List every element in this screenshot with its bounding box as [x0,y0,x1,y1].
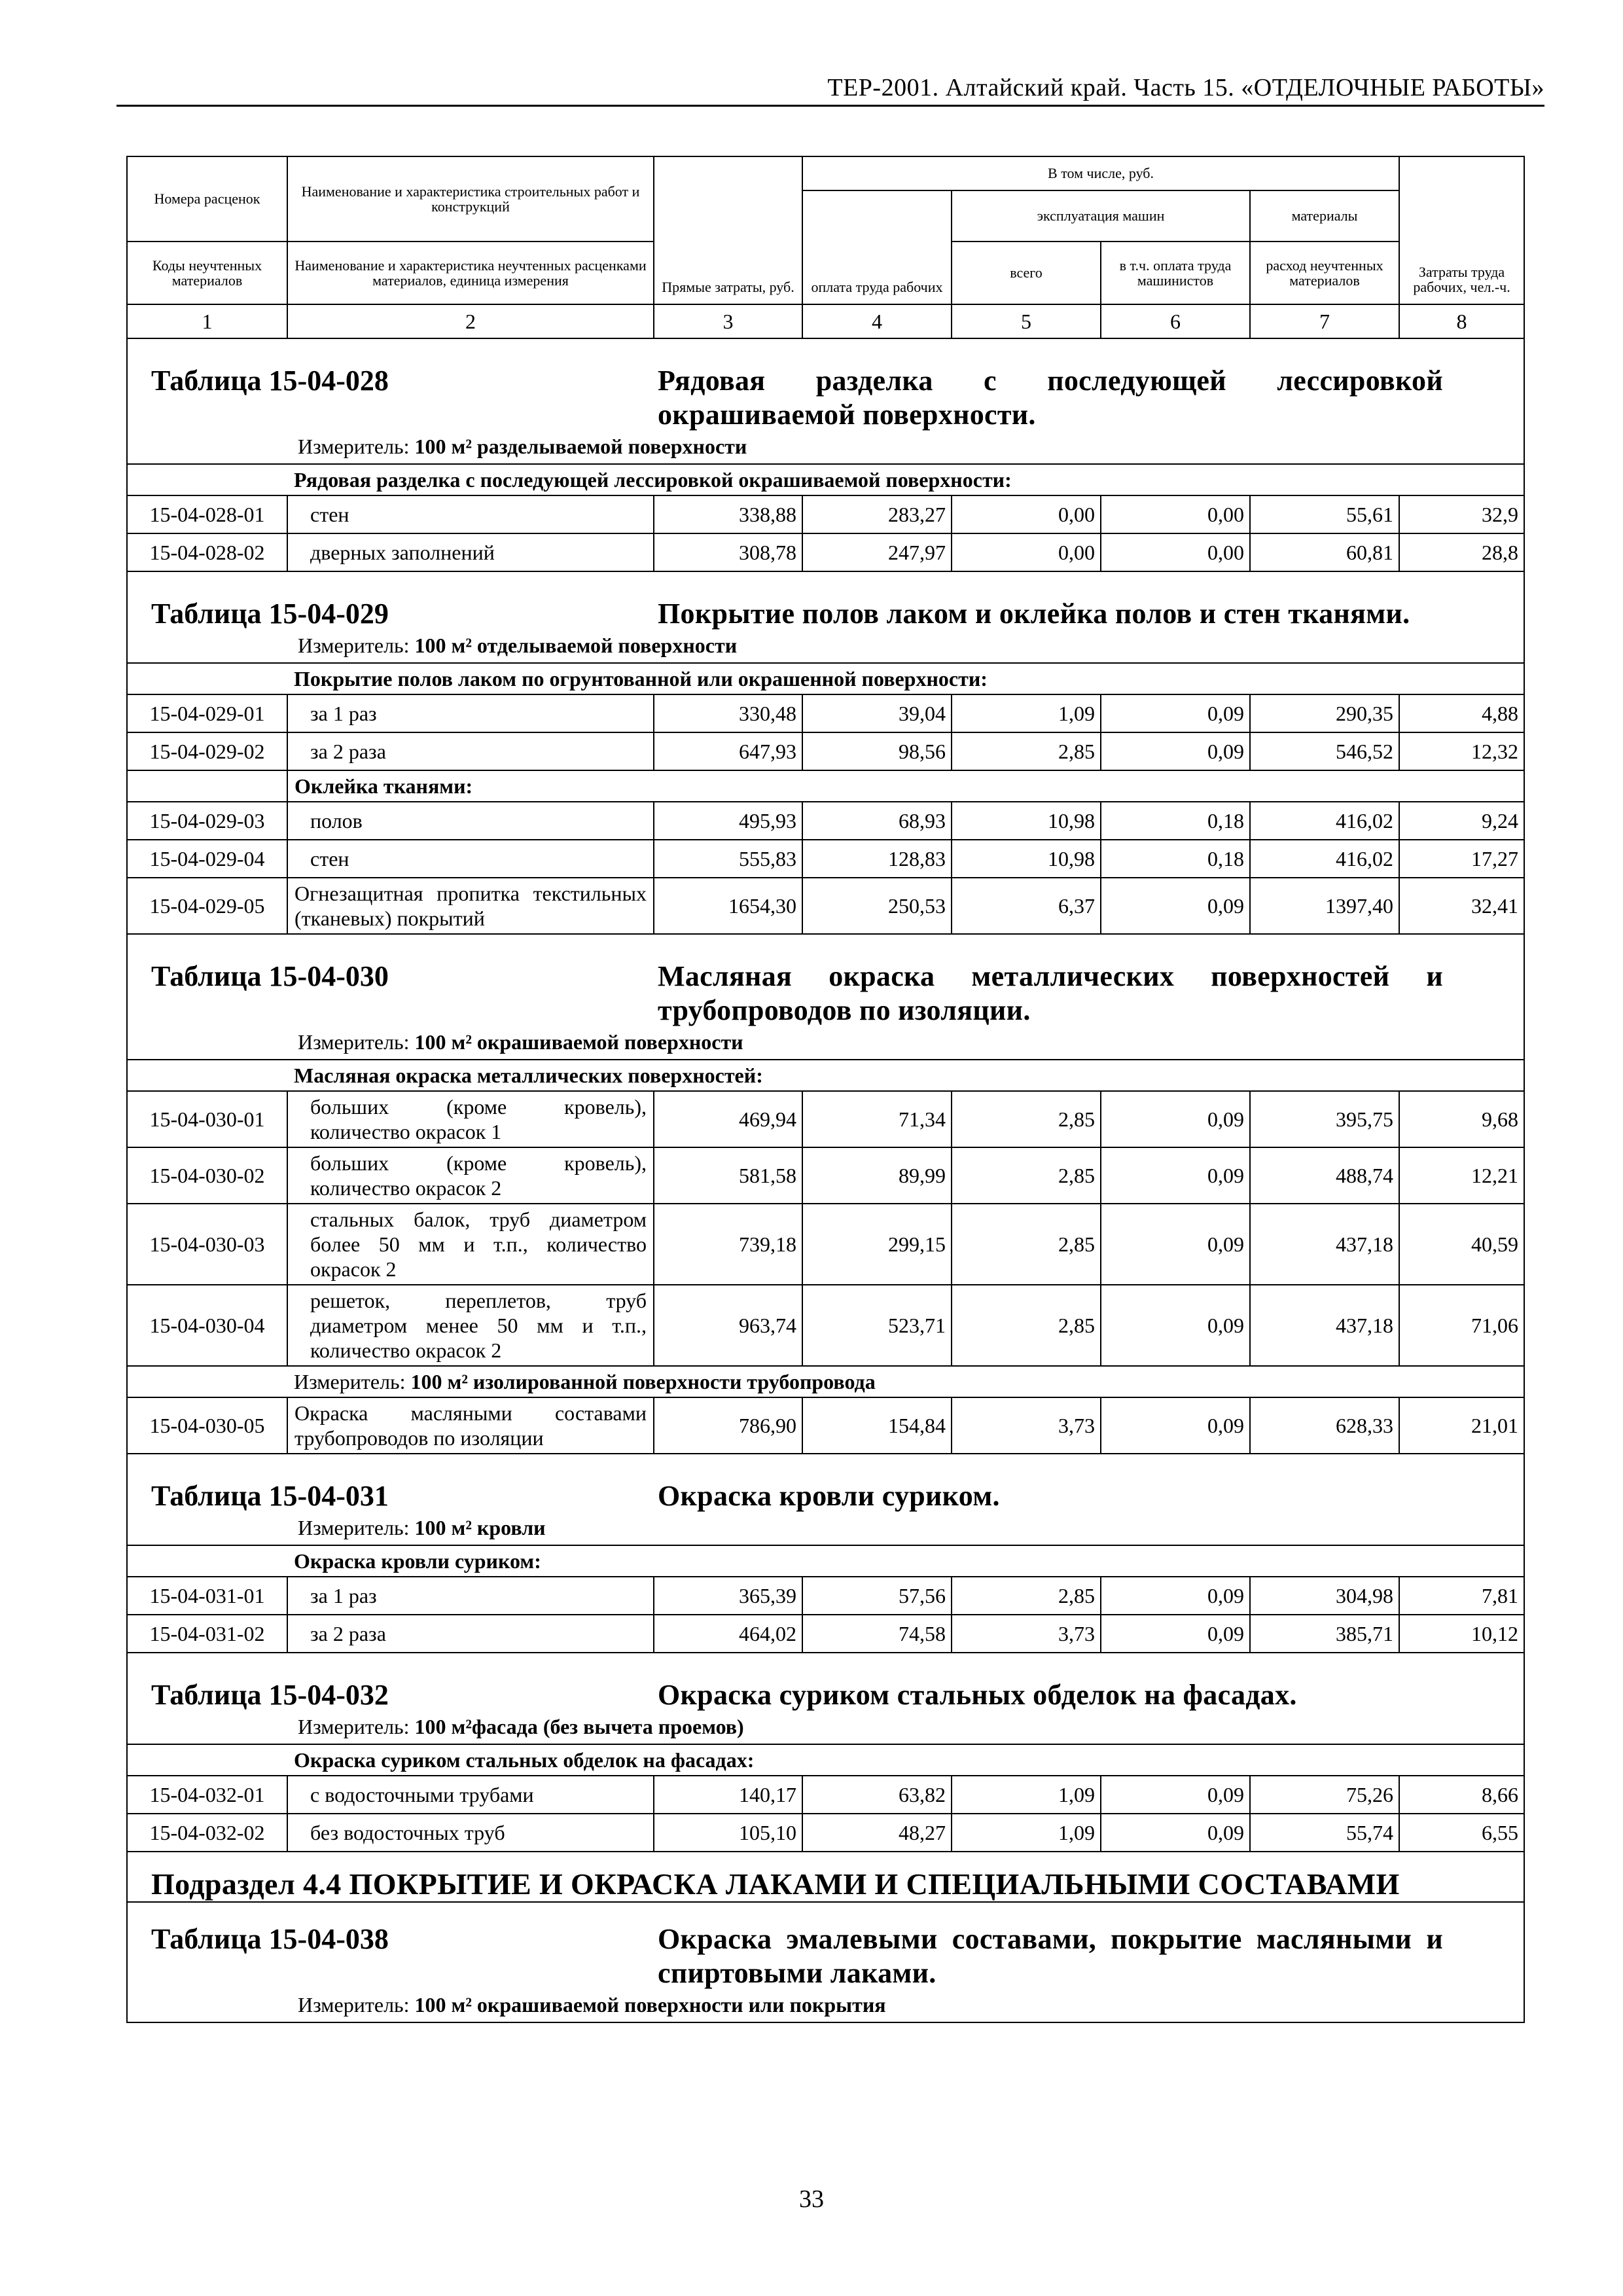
labor-pay: 523,71 [802,1285,952,1366]
machines-total: 2,85 [952,1285,1101,1366]
work-description: без водосточных труб [287,1814,654,1852]
table-row [127,1091,1524,1147]
table-row [127,1814,1524,1852]
table-title: Окраска суриком стальных обделок на фасадах. [658,1679,1297,1711]
table-row [127,732,1524,770]
col8-header: Затраты труда рабочих, чел.-ч. [1399,156,1524,304]
table-row [127,694,1524,732]
materials-cost: 416,02 [1250,802,1399,840]
column-number: 4 [802,304,952,338]
direct-costs: 330,48 [654,694,802,732]
col7-header: расход неучтенных материалов [1250,242,1399,304]
rate-code: 15-04-029-05 [127,878,287,934]
table-number: Таблица 15-04-031 [151,1480,389,1512]
table-number: Таблица 15-04-030 [151,960,389,992]
labor-pay: 283,27 [802,495,952,533]
machines-total: 1,09 [952,694,1101,732]
machines-total: 0,00 [952,495,1101,533]
column-number: 3 [654,304,802,338]
table-number: Таблица 15-04-028 [151,365,389,397]
work-description: решеток, переплетов, труб диаметром менее 50 мм и т.п., количество окрасок 2 [287,1285,654,1366]
rate-code: 15-04-030-02 [127,1147,287,1204]
work-description: больших (кроме кровель), количество окрасок 1 [287,1091,654,1147]
labor-pay: 89,99 [802,1147,952,1204]
machinist-pay: 0,09 [1101,1577,1250,1615]
section-heading: Окраска суриком стальных обделок на фасадах: [287,1744,1524,1776]
measure-unit: Измеритель: 100 м² окрашиваемой поверхности или покрытия [298,1993,886,2017]
machinist-pay: 0,09 [1101,1204,1250,1285]
direct-costs: 338,88 [654,495,802,533]
table-row [127,1204,1524,1285]
labor-pay: 98,56 [802,732,952,770]
work-description: стен [287,840,654,878]
table-row [127,1776,1524,1814]
table-row [127,1147,1524,1204]
work-description: за 1 раз [287,694,654,732]
labor-hours: 32,41 [1399,878,1524,934]
rate-code: 15-04-029-02 [127,732,287,770]
header-rule [116,105,1544,107]
labor-pay: 154,84 [802,1397,952,1454]
rates-table [126,156,1525,2023]
machines-total: 6,37 [952,878,1101,934]
labor-pay: 299,15 [802,1204,952,1285]
materials-cost: 55,74 [1250,1814,1399,1852]
work-description: за 2 раза [287,1615,654,1653]
table-title: Рядовая разделка с последующей лессировкой окрашиваемой поверхности. [658,365,1443,431]
table-rows [127,694,1524,770]
rate-code: 15-04-029-04 [127,840,287,878]
materials-cost: 437,18 [1250,1285,1399,1366]
machines-total: 10,98 [952,840,1101,878]
col3-header: Прямые затраты, руб. [654,156,802,304]
direct-costs: 581,58 [654,1147,802,1204]
direct-costs: 105,10 [654,1814,802,1852]
work-description: Огнезащитная пропитка текстильных (тканевых) покрытий [287,878,654,934]
machinist-pay: 0,00 [1101,533,1250,571]
labor-hours: 32,9 [1399,495,1524,533]
table-row [127,802,1524,840]
measure-unit: Измеритель: 100 м² окрашиваемой поверхности [298,1030,743,1054]
section-heading: Окраска кровли суриком: [287,1545,1524,1577]
column-number: 5 [952,304,1101,338]
direct-costs: 495,93 [654,802,802,840]
col4-header: оплата труда рабочих [802,190,952,304]
labor-hours: 17,27 [1399,840,1524,878]
table-row [127,1285,1524,1366]
rate-code: 15-04-030-05 [127,1397,287,1454]
direct-costs: 786,90 [654,1397,802,1454]
work-description: больших (кроме кровель), количество окрасок 2 [287,1147,654,1204]
section-heading: Масляная окраска металлических поверхностей: [287,1060,1524,1091]
labor-pay: 128,83 [802,840,952,878]
machines-total: 3,73 [952,1615,1101,1653]
machines-total: 0,00 [952,533,1101,571]
labor-pay: 39,04 [802,694,952,732]
labor-hours: 9,68 [1399,1091,1524,1147]
table-row [127,840,1524,878]
section-heading: Покрытие полов лаком по огрунтованной или окрашенной поверхности: [287,663,1524,694]
direct-costs: 365,39 [654,1577,802,1615]
labor-pay: 71,34 [802,1091,952,1147]
measure-unit: Измеритель: 100 м² кровли [298,1516,546,1539]
machinist-pay: 0,18 [1101,840,1250,878]
table-rows [127,1577,1524,1653]
subsection-heading: Подраздел 4.4 ПОКРЫТИЕ И ОКРАСКА ЛАКАМИ И СПЕЦИАЛЬНЫМИ СОСТАВАМИ [151,1867,1400,1901]
machinist-pay: 0,09 [1101,1615,1250,1653]
section-heading: Рядовая разделка с последующей лессировкой окрашиваемой поверхности: [287,464,1524,495]
table-number: Таблица 15-04-038 [151,1923,389,1955]
table-rows [127,495,1524,571]
direct-costs: 739,18 [654,1204,802,1285]
machines-total: 2,85 [952,1091,1101,1147]
column-number: 7 [1250,304,1399,338]
labor-pay: 74,58 [802,1615,952,1653]
direct-costs: 469,94 [654,1091,802,1147]
machines-total: 2,85 [952,732,1101,770]
machinist-pay: 0,09 [1101,1397,1250,1454]
work-description: полов [287,802,654,840]
direct-costs: 308,78 [654,533,802,571]
rate-code: 15-04-030-03 [127,1204,287,1285]
table-rows [127,1397,1524,1454]
column-number: 1 [127,304,287,338]
materials-cost: 60,81 [1250,533,1399,571]
machines-total: 1,09 [952,1776,1101,1814]
machines-total: 10,98 [952,802,1101,840]
direct-costs: 140,17 [654,1776,802,1814]
materials-cost: 395,75 [1250,1091,1399,1147]
column-number: 8 [1399,304,1524,338]
machinist-pay: 0,09 [1101,1285,1250,1366]
table-title: Окраска эмалевыми составами, покрытие масляными и спиртовыми лаками. [658,1923,1443,1989]
machines-header: эксплуатация машин [952,190,1250,242]
labor-pay: 250,53 [802,878,952,934]
labor-hours: 12,21 [1399,1147,1524,1204]
labor-pay: 48,27 [802,1814,952,1852]
labor-hours: 8,66 [1399,1776,1524,1814]
rate-code: 15-04-028-01 [127,495,287,533]
page-number: 33 [799,2185,824,2213]
column-number: 2 [287,304,654,338]
machinist-pay: 0,09 [1101,1814,1250,1852]
measure-unit: Измеритель: 100 м² разделываемой поверхности [298,435,747,458]
labor-pay: 247,97 [802,533,952,571]
rate-code: 15-04-030-04 [127,1285,287,1366]
table-rows [127,1776,1524,1852]
materials-cost: 385,71 [1250,1615,1399,1653]
direct-costs: 963,74 [654,1285,802,1366]
column-number: 6 [1101,304,1250,338]
section-heading: Оклейка тканями: [287,770,654,802]
work-description: за 2 раза [287,732,654,770]
labor-hours: 28,8 [1399,533,1524,571]
materials-cost: 546,52 [1250,732,1399,770]
labor-pay: 57,56 [802,1577,952,1615]
table-rows [127,802,1524,934]
col2-bottom-header: Наименование и характеристика неучтенных расценками материалов, единица измерения [287,242,654,304]
rate-code: 15-04-031-01 [127,1577,287,1615]
materials-cost: 628,33 [1250,1397,1399,1454]
price-table-page [126,156,1524,2023]
machines-total: 3,73 [952,1397,1101,1454]
machinist-pay: 0,00 [1101,495,1250,533]
column-numbers-row [127,304,1524,338]
machinist-pay: 0,09 [1101,1776,1250,1814]
measure-unit-2: Измеритель: 100 м² изолированной поверхности трубопровода [287,1366,1524,1397]
labor-hours: 9,24 [1399,802,1524,840]
materials-cost: 304,98 [1250,1577,1399,1615]
materials-cost: 1397,40 [1250,878,1399,934]
rate-code: 15-04-031-02 [127,1615,287,1653]
running-header: ТЕР-2001. Алтайский край. Часть 15. «ОТДЕЛОЧНЫЕ РАБОТЫ» [827,74,1544,101]
labor-hours: 10,12 [1399,1615,1524,1653]
labor-hours: 71,06 [1399,1285,1524,1366]
machinist-pay: 0,09 [1101,878,1250,934]
col1-top-header: Номера расценок [127,156,287,242]
machines-total: 2,85 [952,1147,1101,1204]
machinist-pay: 0,09 [1101,1147,1250,1204]
labor-hours: 7,81 [1399,1577,1524,1615]
col5-header: всего [952,242,1101,304]
materials-cost: 488,74 [1250,1147,1399,1204]
table-row [127,1577,1524,1615]
labor-hours: 40,59 [1399,1204,1524,1285]
direct-costs: 647,93 [654,732,802,770]
labor-pay: 68,93 [802,802,952,840]
work-description: дверных заполнений [287,533,654,571]
table-number: Таблица 15-04-032 [151,1679,389,1711]
work-description: стен [287,495,654,533]
work-description: стальных балок, труб диаметром более 50 мм и т.п., количество окрасок 2 [287,1204,654,1285]
table-rows [127,1091,1524,1366]
direct-costs: 555,83 [654,840,802,878]
rate-code: 15-04-028-02 [127,533,287,571]
table-row [127,495,1524,533]
machines-total: 2,85 [952,1577,1101,1615]
rate-code: 15-04-032-01 [127,1776,287,1814]
table-title: Покрытие полов лаком и оклейка полов и стен тканями. [658,598,1410,630]
labor-pay: 63,82 [802,1776,952,1814]
machinist-pay: 0,09 [1101,1091,1250,1147]
table-number: Таблица 15-04-029 [151,598,389,630]
labor-hours: 21,01 [1399,1397,1524,1454]
rate-code: 15-04-029-01 [127,694,287,732]
measure-unit: Измеритель: 100 м² отделываемой поверхности [298,634,738,657]
table-row [127,1397,1524,1454]
materials-cost: 55,61 [1250,495,1399,533]
including-header: В том числе, руб. [802,156,1399,190]
direct-costs: 1654,30 [654,878,802,934]
table-title: Окраска кровли суриком. [658,1480,1000,1512]
work-description: за 1 раз [287,1577,654,1615]
table-row [127,1615,1524,1653]
machinist-pay: 0,18 [1101,802,1250,840]
machines-total: 1,09 [952,1814,1101,1852]
materials-cost: 290,35 [1250,694,1399,732]
col1-bottom-header: Коды неучтенных материалов [127,242,287,304]
rate-code: 15-04-032-02 [127,1814,287,1852]
labor-hours: 4,88 [1399,694,1524,732]
rate-code: 15-04-030-01 [127,1091,287,1147]
table-title: Масляная окраска металлических поверхностей и трубопроводов по изоляции. [658,960,1443,1026]
materials-cost: 416,02 [1250,840,1399,878]
table-row [127,533,1524,571]
work-description: с водосточными трубами [287,1776,654,1814]
labor-hours: 6,55 [1399,1814,1524,1852]
machinist-pay: 0,09 [1101,694,1250,732]
machinist-pay: 0,09 [1101,732,1250,770]
labor-hours: 12,32 [1399,732,1524,770]
materials-cost: 437,18 [1250,1204,1399,1285]
col2-top-header: Наименование и характеристика строительных работ и конструкций [287,156,654,242]
rate-code: 15-04-029-03 [127,802,287,840]
machines-total: 2,85 [952,1204,1101,1285]
direct-costs: 464,02 [654,1615,802,1653]
work-description: Окраска масляными составами трубопроводов по изоляции [287,1397,654,1454]
table-row [127,878,1524,934]
materials-cost: 75,26 [1250,1776,1399,1814]
materials-header: материалы [1250,190,1399,242]
measure-unit: Измеритель: 100 м²фасада (без вычета проемов) [298,1715,744,1738]
col6-header: в т.ч. оплата труда машинистов [1101,242,1250,304]
